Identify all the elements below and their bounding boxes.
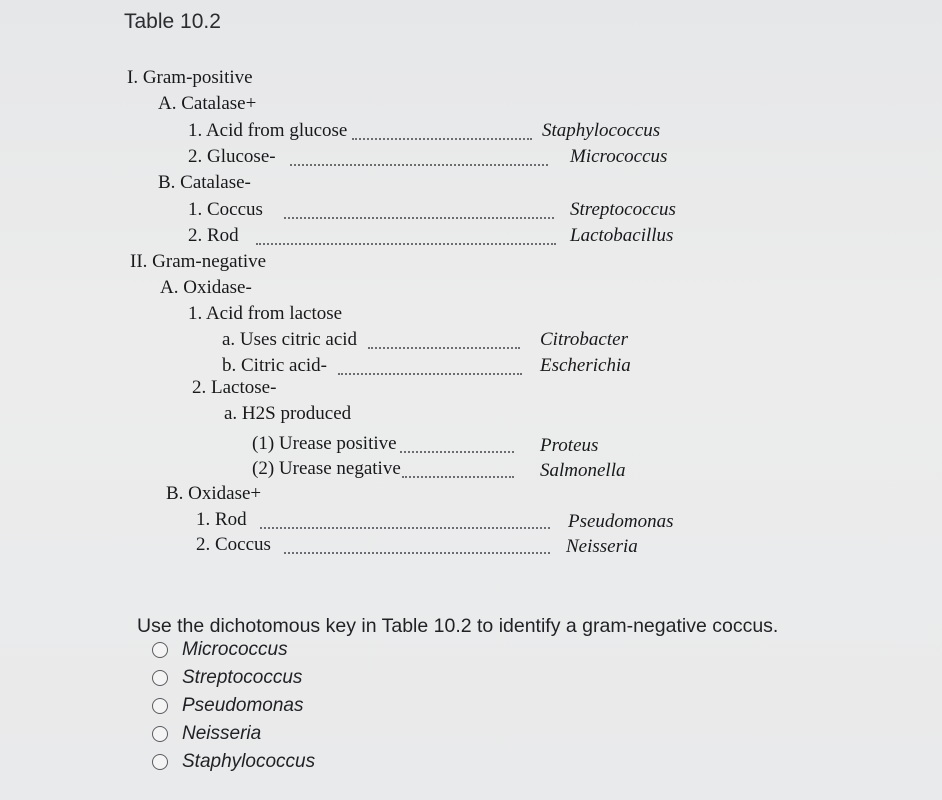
- key-step-label: a. Uses citric acid: [222, 329, 358, 350]
- key-heading-catalase-positive: A. Catalase+: [158, 93, 257, 114]
- leader-dots: [402, 474, 514, 478]
- radio-button-icon[interactable]: [152, 670, 168, 686]
- key-step-label: 2. Glucose-: [188, 146, 276, 167]
- key-heading-lactose-negative: 2. Lactose-: [192, 377, 277, 398]
- leader-dots: [368, 345, 520, 349]
- key-step-label: 1. Coccus: [188, 199, 263, 220]
- key-step-label: b. Citric acid-: [222, 355, 327, 376]
- option-streptococcus[interactable]: [152, 666, 302, 690]
- key-result: Lactobacillus: [570, 225, 674, 246]
- option-pseudomonas[interactable]: [152, 694, 303, 718]
- radio-button-icon[interactable]: [152, 642, 168, 658]
- leader-dots: [352, 136, 532, 140]
- key-heading-acid-from-lactose: 1. Acid from lactose: [188, 303, 343, 324]
- key-result: Pseudomonas: [568, 511, 674, 532]
- key-heading-gram-positive: I. Gram-positive: [127, 67, 253, 88]
- option-label: Pseudomonas: [182, 695, 304, 716]
- leader-dots: [284, 215, 554, 219]
- key-step-label: (2) Urease negative: [252, 458, 401, 479]
- radio-button-icon[interactable]: [152, 754, 168, 770]
- key-result: Citrobacter: [540, 329, 628, 350]
- key-step-label: 1. Acid from glucose: [188, 120, 348, 141]
- leader-dots: [284, 550, 550, 554]
- key-result: Staphylococcus: [542, 120, 661, 141]
- key-step-label: 1. Rod: [196, 509, 247, 530]
- key-heading-gram-negative: II. Gram-negative: [130, 251, 267, 272]
- key-result: Proteus: [540, 435, 599, 456]
- leader-dots: [400, 449, 514, 453]
- option-label: Neisseria: [182, 723, 262, 744]
- option-label: Streptococcus: [182, 667, 303, 688]
- key-result: Escherichia: [540, 355, 631, 376]
- key-result: Neisseria: [566, 536, 638, 557]
- key-heading-oxidase-positive: B. Oxidase+: [166, 483, 262, 504]
- option-label: Micrococcus: [182, 639, 288, 660]
- key-heading-catalase-negative: B. Catalase-: [158, 172, 251, 193]
- leader-dots: [260, 525, 550, 529]
- leader-dots: [256, 241, 556, 245]
- radio-button-icon[interactable]: [152, 726, 168, 742]
- key-result: Micrococcus: [570, 146, 668, 167]
- radio-button-icon[interactable]: [152, 698, 168, 714]
- key-step-label: 2. Coccus: [196, 534, 271, 555]
- key-heading-h2s-produced: a. H2S produced: [224, 403, 352, 424]
- question-text: Use the dichotomous key in Table 10.2 to identify a gram-negative coccus.: [137, 615, 779, 637]
- leader-dots: [290, 162, 548, 166]
- leader-dots: [338, 371, 522, 375]
- option-micrococcus[interactable]: [152, 638, 288, 662]
- key-result: Streptococcus: [570, 199, 676, 220]
- table-title: Table 10.2: [124, 10, 221, 33]
- key-step-label: 2. Rod: [188, 225, 239, 246]
- option-label: Staphylococcus: [182, 751, 316, 772]
- option-neisseria[interactable]: [152, 722, 261, 746]
- key-step-label: (1) Urease positive: [252, 433, 397, 454]
- key-result: Salmonella: [540, 460, 626, 481]
- option-staphylococcus[interactable]: [152, 750, 315, 774]
- key-heading-oxidase-negative: A. Oxidase-: [160, 277, 252, 298]
